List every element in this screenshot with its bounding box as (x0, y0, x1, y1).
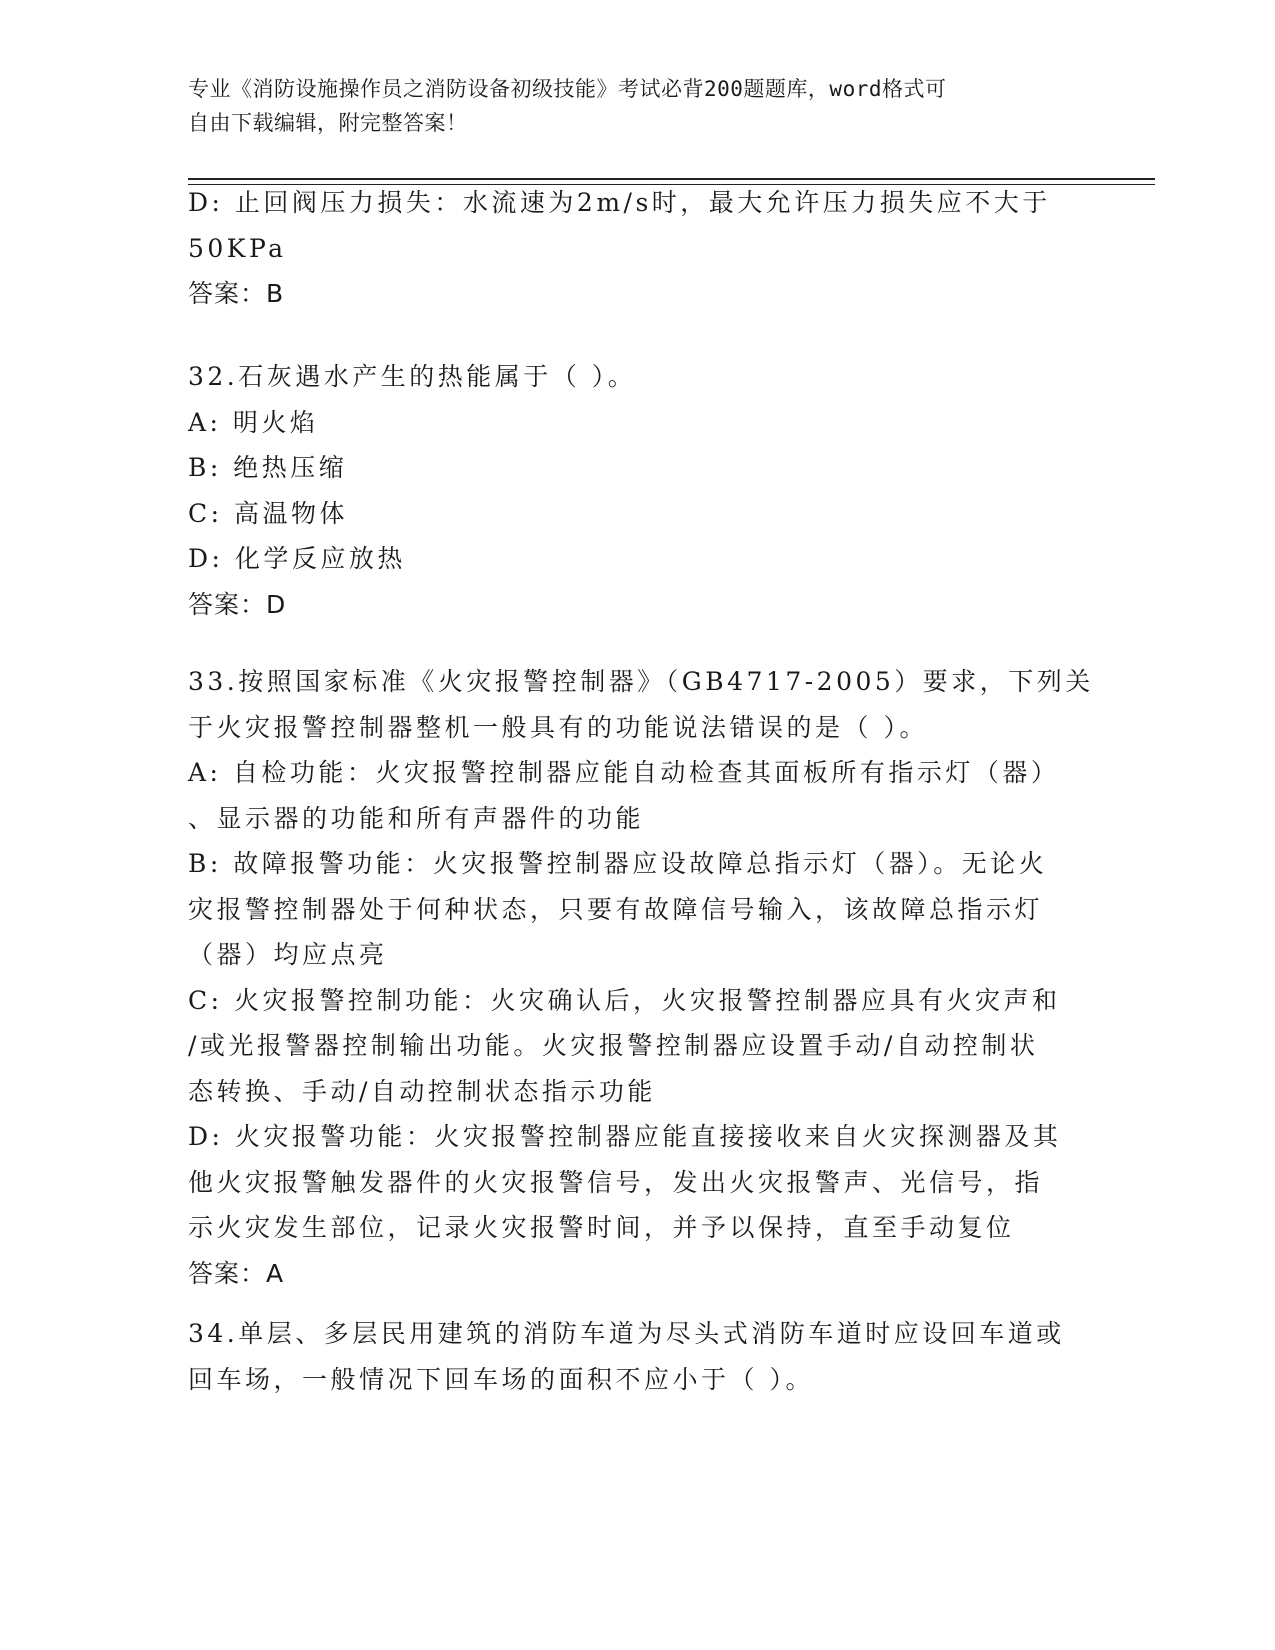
answer-label: 答案： (188, 279, 267, 308)
answer-label: 答案： (188, 589, 267, 619)
option-c: C: 火灾报警控制功能：火灾确认后，火灾报警控制器应具有火灾声和 (188, 985, 1061, 1015)
option-d-continued: 50KPa (188, 233, 287, 263)
option-b: B: 绝热压缩 (188, 453, 348, 482)
answer-value: A (266, 1258, 285, 1288)
question-stem: 32.石灰遇水产生的热能属于（ ）。 (188, 362, 637, 391)
question-33 (188, 659, 1094, 1296)
answer-value: B (266, 279, 285, 308)
option-d: D: 火灾报警功能：火灾报警控制器应能直接接收来自火灾探测器及其 (188, 1122, 1062, 1151)
option-a-continued: 、显示器的功能和所有声器件的功能 (188, 803, 645, 833)
question-stem: 33.按照国家标准《火灾报警控制器》（GB4717-2005）要求，下列关 (188, 667, 1094, 696)
option-a: A: 明火焰 (188, 407, 319, 437)
option-b-continued: 灾报警控制器处于何种状态，只要有故障信号输入，该故障总指示灯 (188, 894, 1044, 924)
question-34 (188, 1311, 1088, 1402)
option-a: A: 自检功能：火灾报警控制器应能自动检查其面板所有指示灯（器） (188, 758, 1060, 787)
header-subtitle-line: 自由下载编辑，附完整答案！ (188, 111, 468, 135)
option-c-continued: /或光报警器控制输出功能。火灾报警控制器应设置手动/自动控制状 (188, 1031, 1039, 1060)
question-31-tail (188, 180, 1088, 317)
answer-line (188, 1251, 1088, 1297)
page-header (188, 72, 1068, 140)
option-b: B: 故障报警功能：火灾报警控制器应设故障总指示灯（器）。无论火 (188, 849, 1048, 878)
answer-value: D (266, 589, 287, 619)
question-stem: 34.单层、多层民用建筑的消防车道为尽头式消防车道时应设回车道或 (188, 1319, 1065, 1348)
question-stem-continued: 回车场，一般情况下回车场的面积不应小于（ ）。 (188, 1364, 814, 1394)
option-d: D: 止回阀压力损失：水流速为2m/s时，最大允许压力损失应不大于 (188, 188, 1051, 217)
option-d-continued: 示火灾发生部位，记录火灾报警时间，并予以保持，直至手动复位 (188, 1213, 1015, 1242)
option-c: C: 高温物体 (188, 498, 348, 528)
question-stem-continued: 于火灾报警控制器整机一般具有的功能说法错误的是（ ）。 (188, 712, 928, 742)
answer-line (188, 271, 1088, 317)
answer-line (188, 582, 1088, 628)
option-d: D: 化学反应放热 (188, 544, 406, 573)
option-b-continued: （器）均应点亮 (188, 940, 388, 969)
question-32 (188, 354, 1088, 627)
option-d-continued: 他火灾报警触发器件的火灾报警信号，发出火灾报警声、光信号，指 (188, 1167, 1044, 1197)
option-c-continued: 态转换、手动/自动控制状态指示功能 (188, 1076, 656, 1106)
answer-label: 答案： (188, 1258, 267, 1288)
header-title-line: 专业《消防设施操作员之消防设备初级技能》考试必背200题题库，word格式可 (188, 77, 947, 101)
